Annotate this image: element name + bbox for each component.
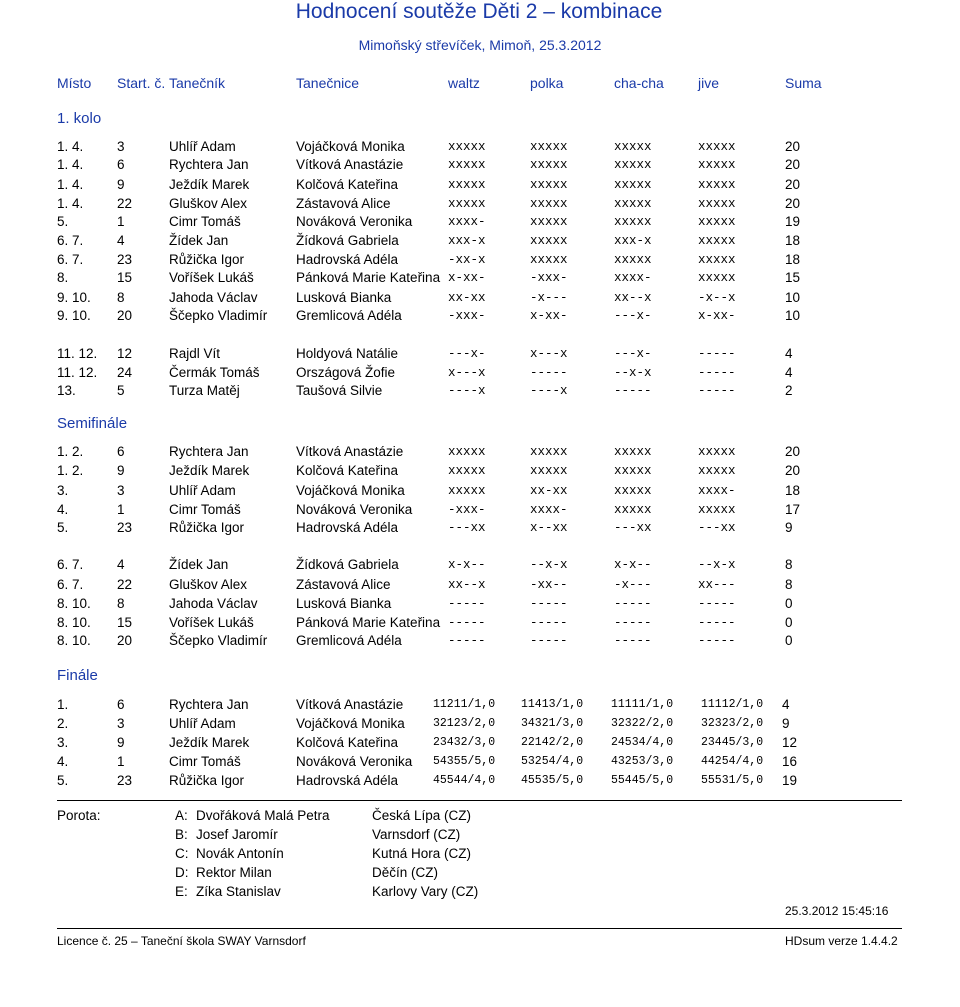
judge-city: Karlovy Vary (CZ) — [372, 884, 479, 899]
judge-letter: C: — [175, 846, 189, 861]
cell-cha-cha: xxxxx — [614, 197, 652, 211]
cell-suma: 20 — [785, 196, 801, 211]
cell-tanecnice: Nováková Veronika — [296, 754, 413, 769]
cell-cha-cha: ---x- — [614, 309, 652, 323]
cell-misto: 1. 4. — [57, 177, 84, 192]
cell-tanecnice: Žídková Gabriela — [296, 233, 399, 248]
judge-letter: B: — [175, 827, 188, 842]
cell-tanecnik: Ščepko Vladimír — [169, 633, 268, 648]
cell-waltz: ----- — [448, 597, 486, 611]
cell-jive: ----- — [698, 597, 736, 611]
cell-tanecnik: Rychtera Jan — [169, 697, 249, 712]
cell-suma: 20 — [785, 444, 801, 459]
cell-misto: 9. 10. — [57, 308, 91, 323]
cell-polka: xxxxx — [530, 178, 568, 192]
section-label: Semifinále — [57, 415, 128, 432]
cell-start-cislo: 6 — [117, 157, 125, 172]
cell-misto: 1. — [57, 697, 69, 712]
cell-tanecnik: Jahoda Václav — [169, 596, 258, 611]
cell-suma: 8 — [785, 577, 793, 592]
cell-suma: 10 — [785, 290, 801, 305]
cell-jive: -x--x — [698, 291, 736, 305]
cell-suma: 4 — [785, 346, 793, 361]
cell-cha-cha: ---xx — [614, 521, 652, 535]
cell-cha-cha: 11111/1,0 — [611, 698, 674, 711]
cell-waltz: x-xx- — [448, 271, 486, 285]
header-polka: polka — [530, 75, 564, 91]
cell-cha-cha: xx--x — [614, 291, 652, 305]
cell-cha-cha: xxxxx — [614, 484, 652, 498]
cell-tanecnik: Růžička Igor — [169, 252, 245, 267]
cell-waltz: xxxxx — [448, 158, 486, 172]
cell-misto: 6. 7. — [57, 557, 84, 572]
cell-start-cislo: 20 — [117, 308, 133, 323]
cell-start-cislo: 3 — [117, 483, 125, 498]
cell-jive: 44254/4,0 — [701, 755, 764, 768]
judge-city: Děčín (CZ) — [372, 865, 439, 880]
cell-polka: ----- — [530, 366, 568, 380]
cell-waltz: ----- — [448, 616, 486, 630]
cell-tanecnik: Rychtera Jan — [169, 157, 249, 172]
cell-cha-cha: xxxxx — [614, 503, 652, 517]
cell-tanecnik: Rajdl Vít — [169, 346, 221, 361]
cell-jive: --x-x — [698, 558, 736, 572]
cell-start-cislo: 24 — [117, 365, 133, 380]
cell-misto: 3. — [57, 483, 69, 498]
cell-tanecnice: Hadrovská Adéla — [296, 252, 399, 267]
cell-waltz: -xxx- — [448, 503, 486, 517]
cell-jive: ----- — [698, 634, 736, 648]
cell-start-cislo: 4 — [117, 233, 125, 248]
cell-misto: 5. — [57, 520, 69, 535]
cell-tanecnice: Vítková Anastázie — [296, 697, 404, 712]
cell-waltz: xxxxx — [448, 140, 486, 154]
page-title — [0, 1, 960, 23]
header-tanecnice: Tanečnice — [296, 75, 360, 91]
cell-misto: 3. — [57, 735, 69, 750]
cell-start-cislo: 15 — [117, 615, 133, 630]
judge-city: Česká Lípa (CZ) — [372, 808, 472, 823]
cell-start-cislo: 1 — [117, 754, 125, 769]
cell-suma: 20 — [785, 177, 801, 192]
porota-label: Porota: — [57, 808, 101, 823]
cell-start-cislo: 3 — [117, 139, 125, 154]
cell-tanecnik: Uhlíř Adam — [169, 716, 236, 731]
cell-waltz: xx--x — [448, 578, 486, 592]
cell-tanecnice: Holdyová Natálie — [296, 346, 399, 361]
cell-polka: x--xx — [530, 521, 568, 535]
judge-city: Varnsdorf (CZ) — [372, 827, 461, 842]
cell-misto: 1. 4. — [57, 139, 84, 154]
cell-cha-cha: xxxxx — [614, 140, 652, 154]
cell-waltz: x---x — [448, 366, 486, 380]
cell-tanecnice: Vojáčková Monika — [296, 716, 405, 731]
cell-waltz: ----- — [448, 634, 486, 648]
cell-jive: xxxxx — [698, 271, 736, 285]
cell-tanecnik: Rychtera Jan — [169, 444, 249, 459]
cell-misto: 6. 7. — [57, 233, 84, 248]
cell-tanecnik: Jahoda Václav — [169, 290, 258, 305]
cell-suma: 19 — [782, 773, 798, 788]
cell-cha-cha: 43253/3,0 — [611, 755, 674, 768]
judge-letter: E: — [175, 884, 188, 899]
cell-polka: x-xx- — [530, 309, 568, 323]
page-title-text: Hodnocení soutěže Děti 2 – kombinace — [295, 0, 663, 23]
footer-license: Licence č. 25 – Taneční škola SWAY Varnsdorf — [57, 934, 306, 948]
cell-start-cislo: 3 — [117, 716, 125, 731]
header-cha-cha: cha-cha — [614, 75, 664, 91]
cell-polka: ----- — [530, 597, 568, 611]
cell-misto: 4. — [57, 502, 69, 517]
cell-start-cislo: 22 — [117, 196, 133, 211]
cell-polka: ----x — [530, 384, 568, 398]
cell-cha-cha: ----- — [614, 634, 652, 648]
cell-polka: xxxxx — [530, 140, 568, 154]
cell-tanecnice: Nováková Veronika — [296, 214, 413, 229]
footer-version: HDsum verze 1.4.4.2 — [785, 934, 898, 948]
cell-tanecnice: Hadrovská Adéla — [296, 520, 399, 535]
cell-polka: ----- — [530, 634, 568, 648]
cell-suma: 9 — [782, 716, 790, 731]
cell-suma: 20 — [785, 157, 801, 172]
cell-waltz: xxxxx — [448, 178, 486, 192]
cell-start-cislo: 4 — [117, 557, 125, 572]
cell-polka: xxxxx — [530, 197, 568, 211]
cell-suma: 4 — [785, 365, 793, 380]
cell-start-cislo: 9 — [117, 735, 125, 750]
cell-tanecnice: Vojáčková Monika — [296, 483, 405, 498]
cell-start-cislo: 15 — [117, 270, 133, 285]
cell-tanecnik: Cimr Tomáš — [169, 754, 241, 769]
cell-suma: 18 — [785, 233, 801, 248]
cell-jive: xxxxx — [698, 140, 736, 154]
cell-tanecnice: Vítková Anastázie — [296, 157, 404, 172]
cell-cha-cha: xxxxx — [614, 464, 652, 478]
cell-misto: 11. 12. — [57, 365, 98, 380]
cell-cha-cha: xxxxx — [614, 178, 652, 192]
cell-tanecnik: Gluškov Alex — [169, 196, 248, 211]
cell-cha-cha: 55445/5,0 — [611, 774, 674, 787]
cell-tanecnice: Pánková Marie Kateřina — [296, 270, 441, 285]
cell-cha-cha: 32322/2,0 — [611, 717, 674, 730]
divider-bottom — [57, 928, 902, 929]
cell-waltz: -xx-x — [448, 253, 486, 267]
cell-misto: 1. 2. — [57, 463, 84, 478]
cell-tanecnik: Voříšek Lukáš — [169, 615, 254, 630]
cell-jive: ----- — [698, 366, 736, 380]
cell-waltz: 45544/4,0 — [433, 774, 496, 787]
cell-tanecnice: Gremlicová Adéla — [296, 308, 402, 323]
cell-start-cislo: 23 — [117, 520, 133, 535]
cell-tanecnice: Pánková Marie Kateřina — [296, 615, 441, 630]
cell-misto: 9. 10. — [57, 290, 91, 305]
cell-polka: xxxx- — [530, 503, 568, 517]
cell-misto: 6. 7. — [57, 577, 84, 592]
cell-suma: 10 — [785, 308, 801, 323]
cell-start-cislo: 8 — [117, 596, 125, 611]
cell-jive: ----- — [698, 384, 736, 398]
cell-start-cislo: 23 — [117, 773, 133, 788]
cell-misto: 1. 2. — [57, 444, 84, 459]
cell-cha-cha: 24534/4,0 — [611, 736, 674, 749]
cell-suma: 17 — [785, 502, 801, 517]
divider-top — [57, 800, 902, 801]
cell-polka: x---x — [530, 347, 568, 361]
cell-misto: 1. 4. — [57, 157, 84, 172]
cell-waltz: x-x-- — [448, 558, 486, 572]
cell-tanecnice: Zástavová Alice — [296, 196, 391, 211]
cell-waltz: 11211/1,0 — [433, 698, 496, 711]
judge-name: Zíka Stanislav — [196, 884, 281, 899]
judge-name: Dvořáková Malá Petra — [196, 808, 330, 823]
cell-tanecnice: Lusková Bianka — [296, 290, 392, 305]
cell-suma: 18 — [785, 483, 801, 498]
cell-cha-cha: xxxx- — [614, 271, 652, 285]
cell-start-cislo: 9 — [117, 463, 125, 478]
cell-waltz: ---xx — [448, 521, 486, 535]
cell-tanecnice: Kolčová Kateřina — [296, 177, 399, 192]
cell-tanecnik: Růžička Igor — [169, 773, 245, 788]
cell-tanecnik: Žídek Jan — [169, 557, 229, 572]
cell-tanecnice: Lusková Bianka — [296, 596, 392, 611]
cell-waltz: -xxx- — [448, 309, 486, 323]
cell-waltz: xxxxx — [448, 464, 486, 478]
cell-tanecnice: Zástavová Alice — [296, 577, 391, 592]
cell-misto: 5. — [57, 214, 69, 229]
cell-cha-cha: ----- — [614, 384, 652, 398]
cell-waltz: xxx-x — [448, 234, 486, 248]
cell-start-cislo: 23 — [117, 252, 133, 267]
header-waltz: waltz — [448, 75, 480, 91]
cell-suma: 18 — [785, 252, 801, 267]
cell-start-cislo: 20 — [117, 633, 133, 648]
cell-cha-cha: xxxxx — [614, 215, 652, 229]
cell-polka: --x-x — [530, 558, 568, 572]
cell-start-cislo: 6 — [117, 697, 125, 712]
cell-polka: 11413/1,0 — [521, 698, 584, 711]
cell-waltz: 23432/3,0 — [433, 736, 496, 749]
cell-misto: 8. 10. — [57, 615, 91, 630]
cell-jive: 11112/1,0 — [701, 698, 764, 711]
cell-jive: xxxxx — [698, 234, 736, 248]
cell-tanecnik: Ježdík Marek — [169, 735, 250, 750]
cell-misto: 8. — [57, 270, 69, 285]
header-misto: Místo — [57, 75, 92, 91]
cell-jive: xxxxx — [698, 445, 736, 459]
cell-waltz: xxxxx — [448, 445, 486, 459]
cell-suma: 8 — [785, 557, 793, 572]
cell-polka: xxxxx — [530, 464, 568, 478]
cell-misto: 13. — [57, 383, 76, 398]
cell-jive: xxxxx — [698, 464, 736, 478]
cell-tanecnik: Ščepko Vladimír — [169, 308, 268, 323]
cell-polka: xx-xx — [530, 484, 568, 498]
judge-letter: A: — [175, 808, 188, 823]
cell-suma: 9 — [785, 520, 793, 535]
cell-polka: ----- — [530, 616, 568, 630]
cell-tanecnice: Taušová Silvie — [296, 383, 383, 398]
judge-name: Josef Jaromír — [196, 827, 278, 842]
cell-waltz: ----x — [448, 384, 486, 398]
cell-polka: xxxxx — [530, 215, 568, 229]
cell-jive: xxxx- — [698, 484, 736, 498]
cell-misto: 8. 10. — [57, 596, 91, 611]
cell-polka: -xx-- — [530, 578, 568, 592]
cell-jive: ---xx — [698, 521, 736, 535]
cell-waltz: 54355/5,0 — [433, 755, 496, 768]
cell-tanecnice: Žídková Gabriela — [296, 557, 399, 572]
cell-suma: 20 — [785, 139, 801, 154]
cell-jive: ----- — [698, 616, 736, 630]
section-label: Finále — [57, 667, 98, 684]
cell-suma: 4 — [782, 697, 790, 712]
cell-cha-cha: ---x- — [614, 347, 652, 361]
cell-polka: xxxxx — [530, 158, 568, 172]
cell-polka: 45535/5,0 — [521, 774, 584, 787]
cell-suma: 15 — [785, 270, 801, 285]
cell-jive: xxxxx — [698, 197, 736, 211]
cell-polka: 34321/3,0 — [521, 717, 584, 730]
cell-start-cislo: 5 — [117, 383, 125, 398]
cell-tanecnik: Gluškov Alex — [169, 577, 248, 592]
cell-misto: 1. 4. — [57, 196, 84, 211]
page-subtitle: Mimoňský střevíček, Mimoň, 25.3.2012 — [358, 37, 602, 53]
cell-tanecnik: Ježdík Marek — [169, 177, 250, 192]
cell-jive: xxxxx — [698, 215, 736, 229]
cell-misto: 2. — [57, 716, 69, 731]
cell-cha-cha: xxxxx — [614, 445, 652, 459]
cell-tanecnik: Voříšek Lukáš — [169, 270, 254, 285]
cell-cha-cha: -x--- — [614, 578, 652, 592]
cell-waltz: xxxxx — [448, 197, 486, 211]
cell-suma: 0 — [785, 596, 793, 611]
cell-waltz: 32123/2,0 — [433, 717, 496, 730]
section-label: 1. kolo — [57, 110, 102, 127]
cell-tanecnik: Cimr Tomáš — [169, 502, 241, 517]
cell-waltz: xxxx- — [448, 215, 486, 229]
cell-suma: 0 — [785, 615, 793, 630]
cell-tanecnice: Gremlicová Adéla — [296, 633, 402, 648]
cell-start-cislo: 1 — [117, 502, 125, 517]
cell-start-cislo: 6 — [117, 444, 125, 459]
cell-jive: 23445/3,0 — [701, 736, 764, 749]
header-suma: Suma — [785, 75, 822, 91]
cell-suma: 12 — [782, 735, 798, 750]
header-jive: jive — [698, 75, 720, 91]
cell-start-cislo: 22 — [117, 577, 133, 592]
cell-cha-cha: --x-x — [614, 366, 652, 380]
cell-suma: 0 — [785, 633, 793, 648]
cell-cha-cha: ----- — [614, 616, 652, 630]
cell-start-cislo: 1 — [117, 214, 125, 229]
cell-suma: 16 — [782, 754, 798, 769]
header-tanecnik: Tanečník — [169, 75, 226, 91]
cell-jive: 32323/2,0 — [701, 717, 764, 730]
cell-suma: 20 — [785, 463, 801, 478]
judge-name: Novák Antonín — [196, 846, 284, 861]
cell-polka: xxxxx — [530, 445, 568, 459]
cell-waltz: xx-xx — [448, 291, 486, 305]
cell-tanecnik: Ježdík Marek — [169, 463, 250, 478]
cell-tanecnik: Uhlíř Adam — [169, 139, 236, 154]
cell-jive: xx--- — [698, 578, 736, 592]
cell-misto: 6. 7. — [57, 252, 84, 267]
cell-misto: 8. 10. — [57, 633, 91, 648]
cell-jive: xxxxx — [698, 178, 736, 192]
cell-suma: 2 — [785, 383, 793, 398]
timestamp: 25.3.2012 15:45:16 — [785, 904, 889, 918]
cell-tanecnik: Žídek Jan — [169, 233, 229, 248]
cell-jive: x-xx- — [698, 309, 736, 323]
cell-polka: xxxxx — [530, 253, 568, 267]
cell-start-cislo: 8 — [117, 290, 125, 305]
cell-polka: -x--- — [530, 291, 568, 305]
cell-tanecnice: Vítková Anastázie — [296, 444, 404, 459]
cell-misto: 11. 12. — [57, 346, 98, 361]
cell-tanecnice: Kolčová Kateřina — [296, 735, 399, 750]
cell-jive: 55531/5,0 — [701, 774, 764, 787]
cell-start-cislo: 9 — [117, 177, 125, 192]
judge-name: Rektor Milan — [196, 865, 272, 880]
cell-cha-cha: xxx-x — [614, 234, 652, 248]
cell-suma: 19 — [785, 214, 801, 229]
cell-tanecnice: Országová Žofie — [296, 365, 396, 380]
cell-tanecnik: Cimr Tomáš — [169, 214, 241, 229]
header-start-cislo: Start. č. — [117, 75, 166, 91]
cell-start-cislo: 12 — [117, 346, 133, 361]
cell-tanecnice: Nováková Veronika — [296, 502, 413, 517]
cell-tanecnik: Čermák Tomáš — [169, 365, 260, 380]
cell-polka: 22142/2,0 — [521, 736, 584, 749]
cell-jive: ----- — [698, 347, 736, 361]
cell-waltz: xxxxx — [448, 484, 486, 498]
cell-cha-cha: ----- — [614, 597, 652, 611]
cell-waltz: ---x- — [448, 347, 486, 361]
cell-tanecnice: Kolčová Kateřina — [296, 463, 399, 478]
cell-cha-cha: xxxxx — [614, 253, 652, 267]
cell-misto: 5. — [57, 773, 69, 788]
cell-jive: xxxxx — [698, 253, 736, 267]
cell-tanecnik: Uhlíř Adam — [169, 483, 236, 498]
cell-cha-cha: xxxxx — [614, 158, 652, 172]
cell-tanecnik: Růžička Igor — [169, 520, 245, 535]
cell-tanecnice: Hadrovská Adéla — [296, 773, 399, 788]
cell-polka: xxxxx — [530, 234, 568, 248]
cell-misto: 4. — [57, 754, 69, 769]
cell-tanecnice: Vojáčková Monika — [296, 139, 405, 154]
cell-tanecnik: Turza Matěj — [169, 383, 240, 398]
cell-cha-cha: x-x-- — [614, 558, 652, 572]
judge-city: Kutná Hora (CZ) — [372, 846, 472, 861]
cell-polka: 53254/4,0 — [521, 755, 584, 768]
judge-letter: D: — [175, 865, 189, 880]
cell-jive: xxxxx — [698, 158, 736, 172]
cell-polka: -xxx- — [530, 271, 568, 285]
cell-jive: xxxxx — [698, 503, 736, 517]
